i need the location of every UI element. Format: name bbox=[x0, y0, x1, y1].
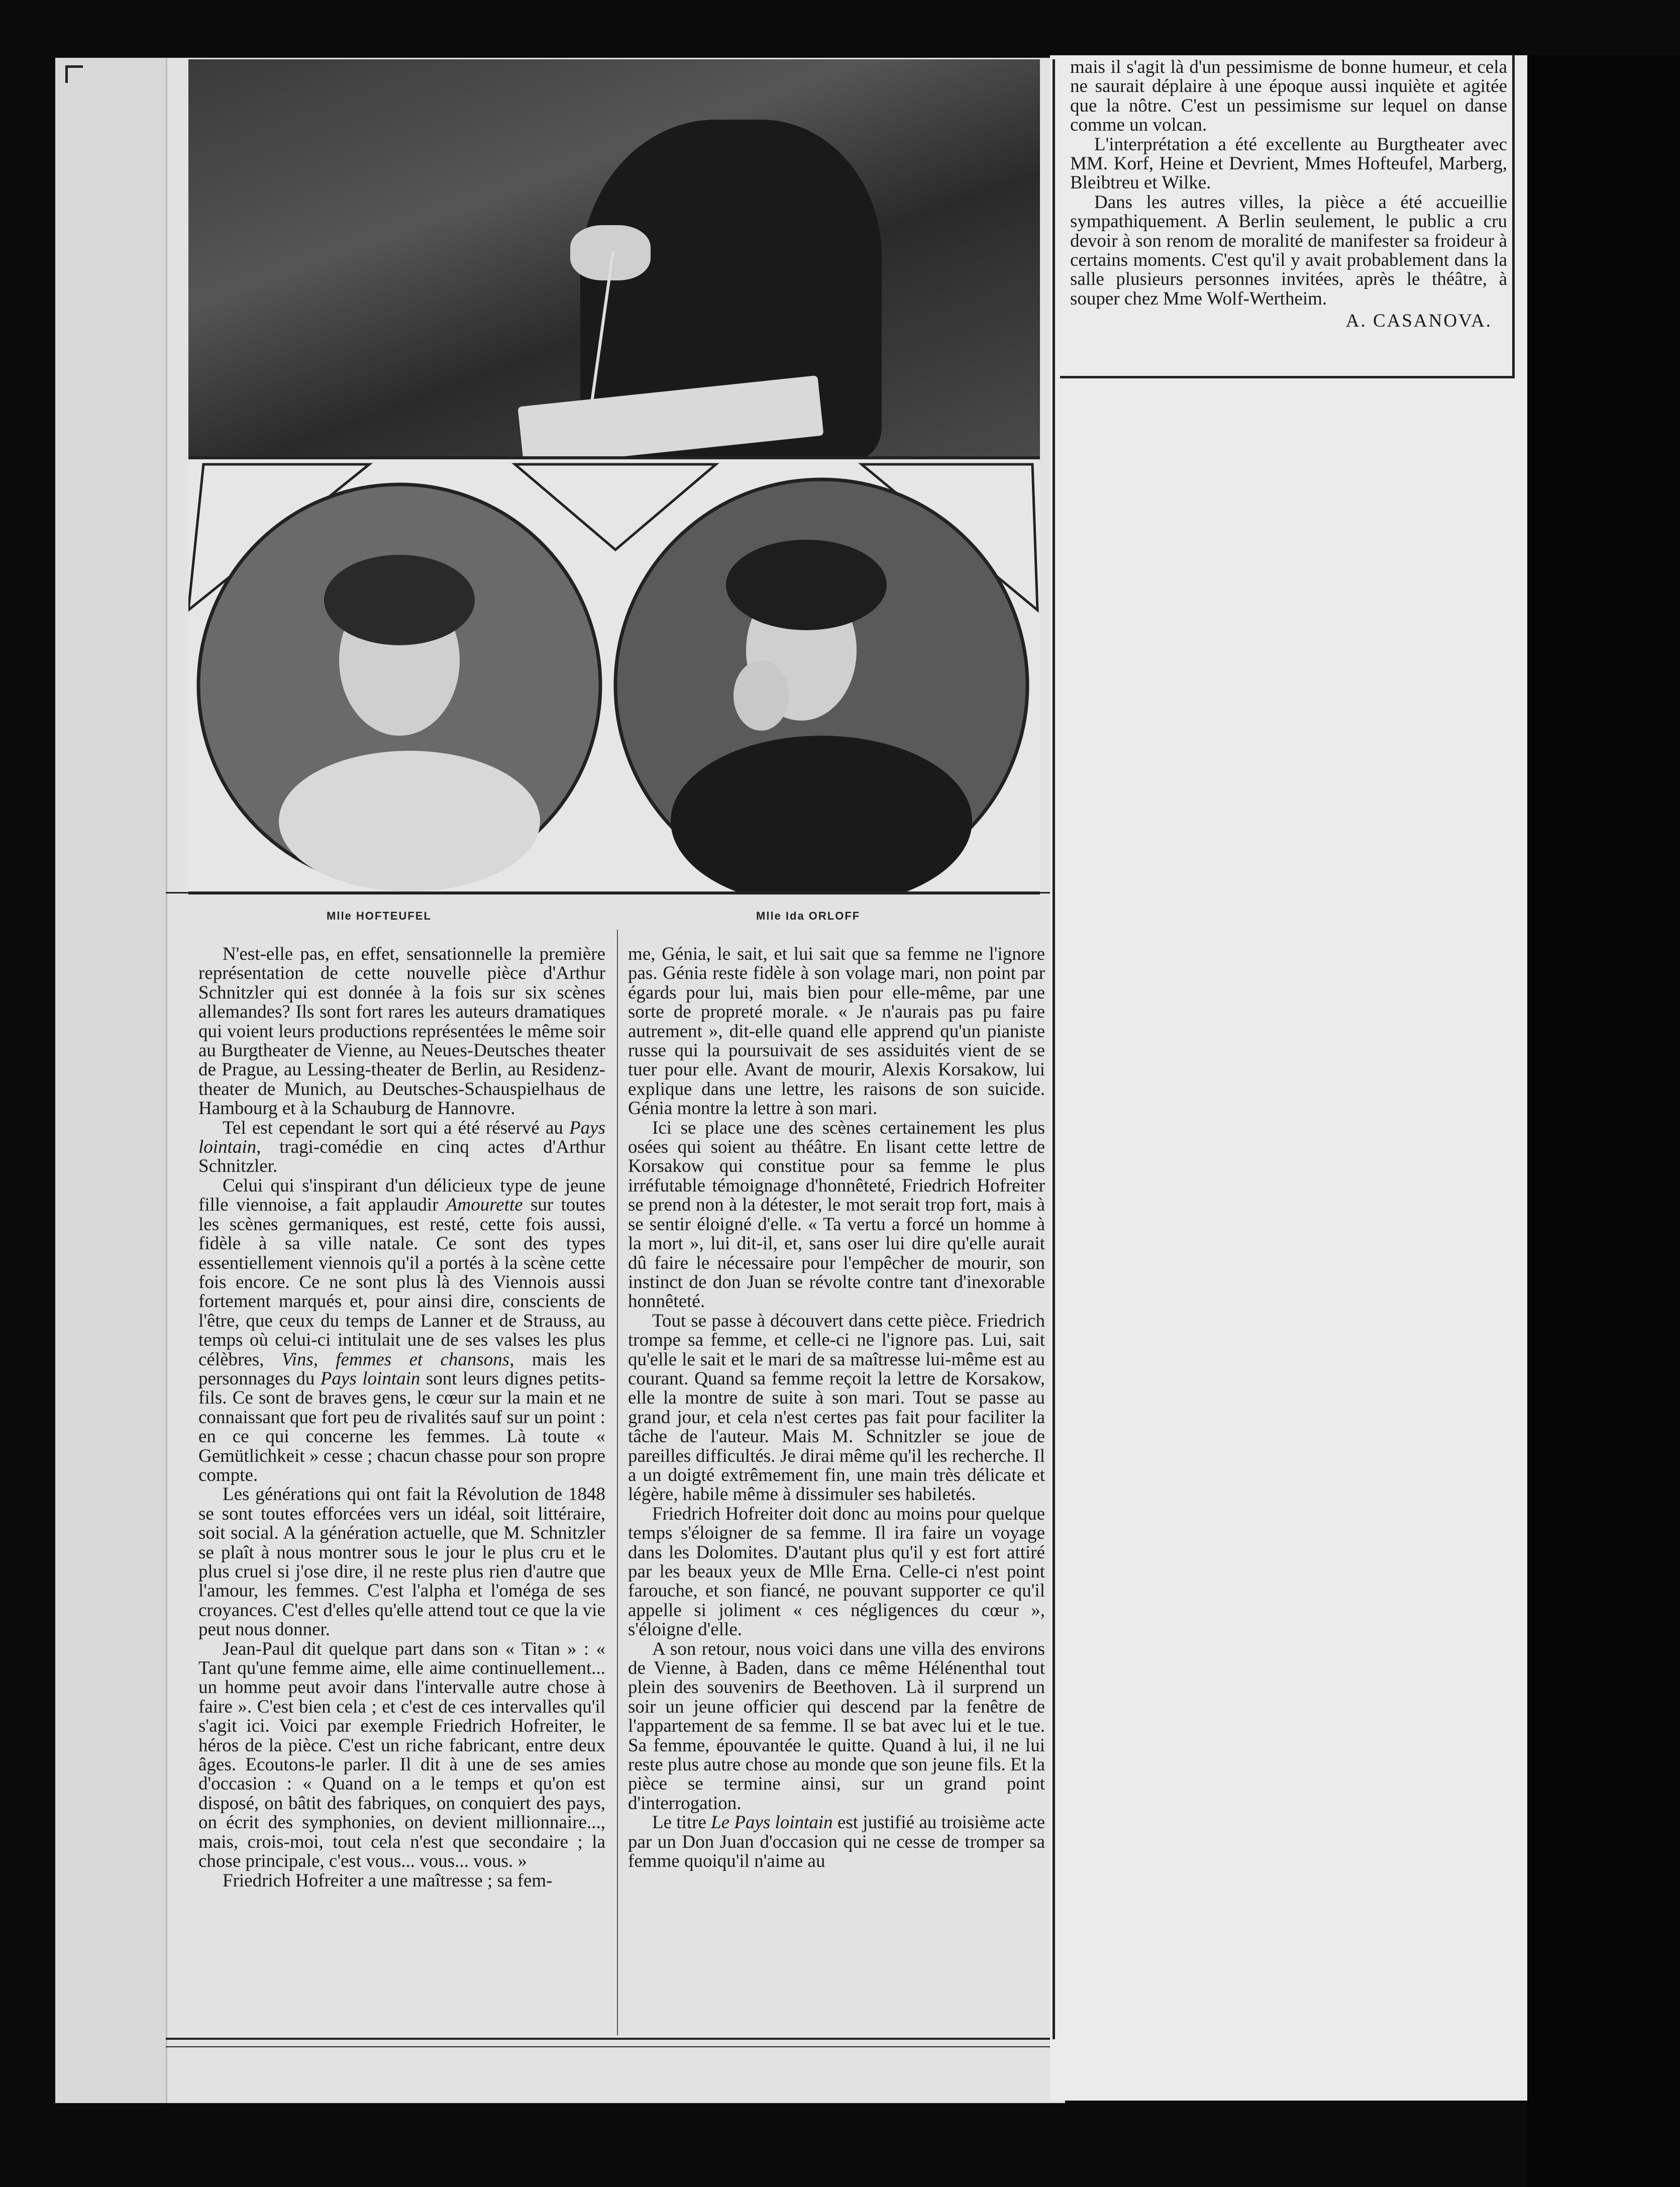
paragraph: Friedrich Hofreiter a une maîtresse ; sa fem- bbox=[223, 1870, 553, 1891]
divider-rule bbox=[166, 892, 1050, 893]
article-column-1 bbox=[198, 945, 605, 2005]
paragraph: mais il s'agit là d'un pessimisme de bonne humeur, et cela ne saurait déplaire à une époque aussi inquiète et agitée que la nôtre. C'est un pessimisme sur lequel on danse comme un volcan. bbox=[1070, 57, 1507, 136]
paragraph: Tel est cependant le sort qui a été réservé au Pays lointain, tragi-comédie en cinq actes d'Arthur Schnitzler. bbox=[198, 1117, 605, 1177]
paragraph: Les générations qui ont fait la Révolution de 1848 se sont toutes efforcées vers un idéal, soit littéraire, soit social. A la génération actuelle, que M. Schnitzler se plaît à nous montrer sous le jour le plus cru et le plus cruel si j'ose dire, il ne reste plus rien d'autre que l'amour, les femmes. C'est l'alpha et l'oméga de ses croyances. C'est d'elles qu'elle attend tout ce que la vie peut nous donner. bbox=[198, 1484, 605, 1640]
paragraph: Ici se place une des scènes certainement les plus osées qui soient au théâtre. En lisant cette lettre de Korsakow qui constitue pour sa femme le plus irréfutable témoignage d'honnêteté, Friedrich Hofreiter se prend non à la détester, le mot serait trop fort, mais à se sentir éloigné d'elle. « Ta vertu a forcé un homme à la mort », lui dit-il, et, sans oser lui dire qu'elle aurait dû faire le nécessaire pour l'empêcher de mourir, son instinct de don Juan se révolte contre tant d'inexorable honnêteté. bbox=[628, 1117, 1045, 1312]
caption-orloff: Mlle Ida ORLOFF bbox=[756, 910, 861, 922]
paragraph: A son retour, nous voici dans une villa des environs de Vienne, à Baden, dans ce même Hélénenthal tout plein des souvenirs de Beethoven. Là il surprend un soir un jeune officier qui descend par la fenêtre de l'appartement de sa femme. Il se bat avec lui et le tue. Sa femme, épouvantée le quitte. Quand à lui, il ne lui reste plus autre chose au monde que son jeune fils. Et la pièce se termine ainsi, sur un grand point d'interrogation. bbox=[628, 1638, 1045, 1814]
paragraph: Tout se passe à découvert dans cette pièce. Friedrich trompe sa femme, et celle-ci ne l'ignore pas. Lui, sait qu'elle le sait et le mari de sa maîtresse lui-même est au courant. Quand sa femme reçoit la lettre de Korsakow, elle la montre de suite à son mari. Tout se passe au grand jour, et cela n'est certes pas fait pour faciliter la tâche de l'auteur. Mais M. Schnitzler se joue de pareilles difficultés. Je dirai même qu'il les recherche. Il a un doigté extrêmement fin, une main très délicate et légère, habile même à dissimuler ses habiletés. bbox=[628, 1310, 1045, 1505]
article-column-2 bbox=[628, 945, 1045, 2005]
crop-mark bbox=[65, 65, 83, 83]
paragraph: N'est-elle pas, en effet, sensationnelle la première représentation de cette nouvelle pièce d'Arthur Schnitzler qui est donnée à la fois sur six scènes allemandes? Ils sont fort rares les auteurs dramatiques qui voient leurs productions représentées le même soir au Burgtheater de Vienne, au Neues-Deutsches theater de Prague, au Lessing-theater de Berlin, au Residenz-theater de Munich, au Deutsches-Schauspielhaus de Hambourg et à la Schauburg de Hannovre. bbox=[198, 944, 605, 1119]
author-signature: A. CASANOVA. bbox=[1345, 311, 1492, 332]
caption-hofteufel: Mlle HOFTEUFEL bbox=[327, 910, 432, 922]
paragraph: Dans les autres villes, la pièce a été accueillie sympathiquement. A Berlin seulement, le public a cru devoir à son renom de moralité de manifester sa froideur à certains moments. C'est qu'il y avait probablement dans la salle plusieurs personnes invitées, après le théâtre, à souper chez Mme Wolf-Wertheim. bbox=[1070, 191, 1507, 309]
paragraph: Jean-Paul dit quelque part dans son « Titan » : « Tant qu'une femme aime, elle aime continuellement... un homme peut avoir dans l'intervalle autre chose à faire ». C'est bien cela ; et c'est de ces intervalles qu'il s'agit ici. Voici par exemple Friedrich Hofreiter, le héros de la pièce. C'est un riche fabricant, entre deux âges. Ecoutons-le parler. Il dit à une de ses amies d'occasion : « Quand on a le temps et qu'on est disposé, on bâtit des fabriques, on conquiert des pays, on écrit des symphonies, on devient millionnaire..., mais, crois-moi, tout cela n'est que secondaire ; la chose principale, c'est vous... vous... vous. » bbox=[198, 1638, 605, 1872]
bottom-rule bbox=[166, 2038, 1050, 2040]
column-separator bbox=[1053, 59, 1055, 2039]
photograph-seated-man bbox=[188, 59, 1040, 456]
article-column-end bbox=[1070, 58, 1507, 359]
portrait-band bbox=[188, 456, 1040, 894]
bottom-rule-thin bbox=[166, 2046, 1050, 2047]
paragraph: Friedrich Hofreiter doit donc au moins pour quelque temps s'éloigner de sa femme. Il ira faire un voyage dans les Dolomites. D'autant plus qu'il y est fort attiré par les beaux yeux de Mlle Erna. Celle-ci n'est point farouche, et son fiancé, ne pouvant supporter ce qu'il appelle si joliment « ces négligences du cœur », s'éloigne d'elle. bbox=[628, 1503, 1045, 1640]
paragraph: Le titre Le Pays lointain est justifié au troisième acte par un Don Juan d'occasion qui ne cesse de tromper sa femme quoiqu'il n'aime au bbox=[628, 1812, 1045, 1872]
paragraph: L'interprétation a été excellente au Burgtheater avec MM. Korf, Heine et Devrient, Mmes Hofteufel, Marberg, Bleibtreu et Wilke. bbox=[1070, 134, 1507, 193]
scan-edge bbox=[1527, 55, 1680, 2187]
paragraph: me, Génia, le sait, et lui sait que sa femme ne l'ignore pas. Génia reste fidèle à son volage mari, non point par égards pour lui, mais bien pour elle-même, par une sorte de propreté morale. « Je n'aurais pas pu faire autrement », dit-elle quand elle apprend qu'un pianiste russe qui la poursuivait de ses assiduités vient de se tuer pour elle. Avant de mourir, Alexis Korsakow, lui explique dans une lettre, les raisons de son suicide. Génia montre la lettre à son mari. bbox=[628, 944, 1045, 1119]
paragraph: Celui qui s'inspirant d'un délicieux type de jeune fille viennoise, a fait applaudir Amourette sur toutes les scènes germaniques, est resté, cette fois aussi, fidèle à sa ville natale. Ce sont des types essentiellement viennois qu'il a portés à la scène cette fois encore. Ce ne sont plus là des Viennois aussi fortement marqués et, pour ainsi dire, conscients de l'être, que ceux du temps de Lanner et de Strauss, au temps où celui-ci intitulait une de ses valses les plus célèbres, Vins, femmes et chansons, mais les personnages du Pays lointain sont leurs dignes petits-fils. Ce sont de braves gens, le cœur sur la main et ne connaissant que fort peu de rivalités sauf sur un point : en ce qui concerne les femmes. Là toute « Gemütlichkeit » cesse ; chacun chasse pour son propre compte. bbox=[198, 1175, 606, 1485]
portrait-frames bbox=[188, 459, 1040, 891]
left-margin bbox=[55, 58, 167, 2103]
column-separator-mid bbox=[617, 930, 618, 2035]
